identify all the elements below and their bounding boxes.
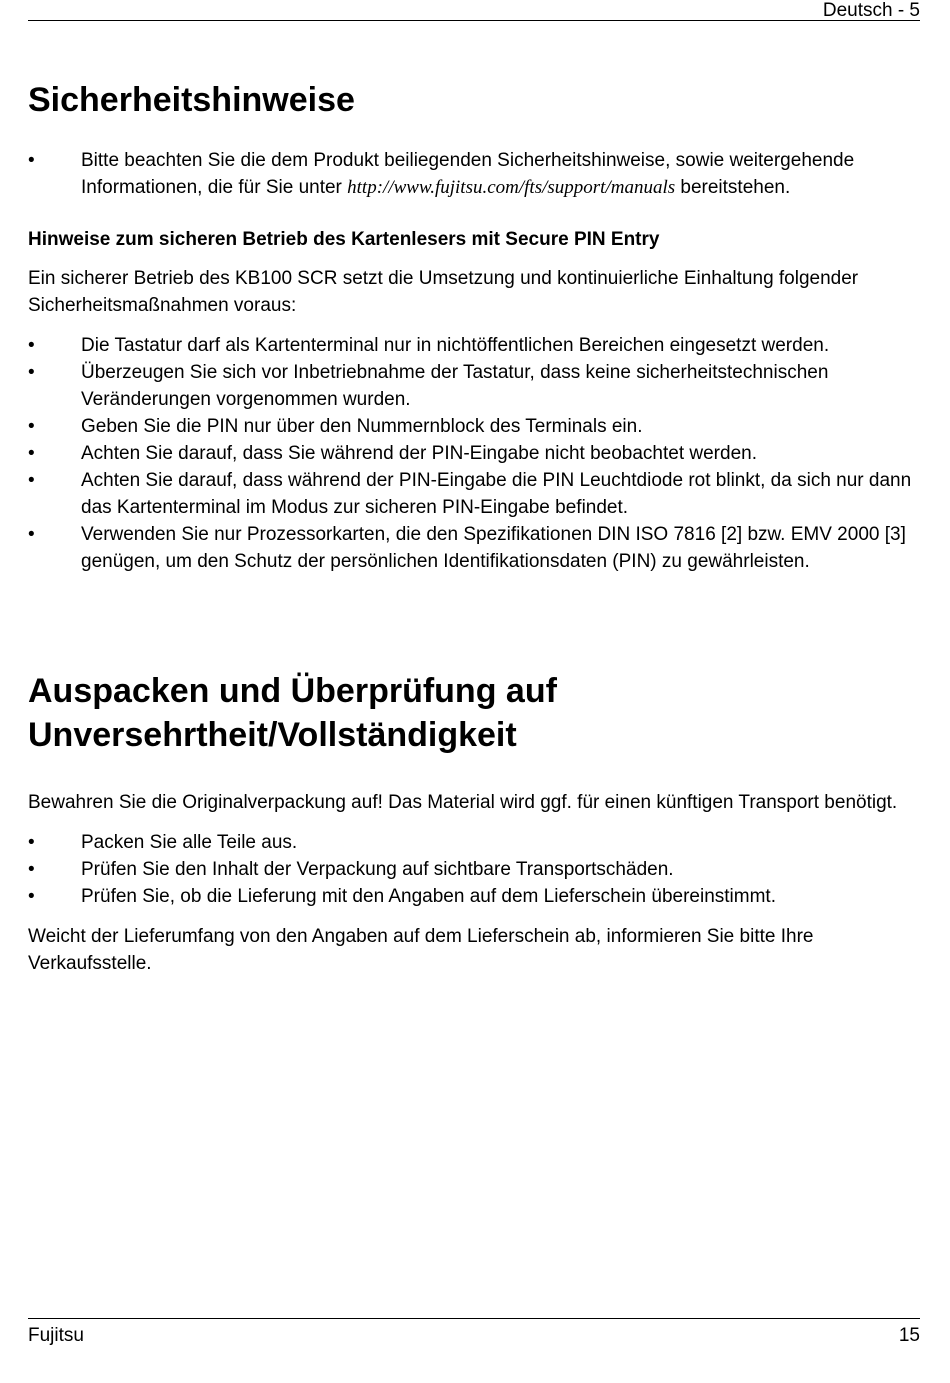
safety-measures-list [28,332,920,575]
page-footer [28,1318,920,1358]
list-item [28,856,920,883]
list-item-text: Überzeugen Sie sich vor Inbetriebnahme der Tastatur, dass keine sicherheitstechnischen Veränderungen vorgenommen wurden. [81,362,829,410]
page-number: 15 [898,1325,920,1346]
bullet-icon: • [28,859,35,880]
section-title-line: Auspacken und Überprüfung auf [28,672,557,710]
section-title-unpacking [28,669,920,757]
bullet-icon: • [28,524,35,545]
list-item [28,147,920,201]
section-title-safety: Sicherheitshinweise [28,81,355,119]
list-item-text: Achten Sie darauf, dass Sie während der PIN-Eingabe nicht beobachtet werden. [81,443,757,464]
bullet-icon: • [28,362,35,383]
subheading-secure-pin: Hinweise zum sicheren Betrieb des Kartenlesers mit Secure PIN Entry [28,229,660,250]
header-language-label: Deutsch - 5 [822,0,920,21]
list-item [28,359,920,413]
bullet-icon: • [28,443,35,464]
section-title-line: Unversehrtheit/Vollständigkeit [28,716,517,754]
list-item-text: Verwenden Sie nur Prozessorkarten, die den Spezifikationen DIN ISO 7816 [2] bzw. EMV 2000 [3] genügen, um den Schutz der persönlichen Identifikationsdaten (PIN) zu gewährleisten. [81,524,906,572]
manuals-link[interactable]: http://www.fujitsu.com/fts/support/manuals [347,177,676,198]
list-item-text: Achten Sie darauf, dass während der PIN-Eingabe die PIN Leuchtdiode rot blinkt, da sich nur dann das Kartenterminal im Modus zur sicheren PIN-Eingabe befindet. [81,470,912,518]
list-item-text: Die Tastatur darf als Kartenterminal nur in nichtöffentlichen Bereichen eingesetzt werden. [81,335,830,356]
list-item [28,467,920,521]
list-item-text: Packen Sie alle Teile aus. [81,832,298,853]
safety-info-list [28,147,920,201]
list-item-text: Prüfen Sie, ob die Lieferung mit den Angaben auf dem Lieferschein übereinstimmt. [81,886,776,907]
bullet-icon: • [28,886,35,907]
page-content [28,78,920,990]
bullet-icon: • [28,150,35,171]
paragraph-contact-retailer: Weicht der Lieferumfang von den Angaben auf dem Lieferschein ab, informieren Sie bitte Ihre Verkaufsstelle. [28,926,814,974]
list-item [28,883,920,910]
bullet-icon: • [28,470,35,491]
list-item [28,332,920,359]
page-header [28,0,920,21]
list-item-text: bereitstehen. [675,177,791,198]
unpacking-steps-list [28,829,920,910]
paragraph-intro: Ein sicherer Betrieb des KB100 SCR setzt die Umsetzung und kontinuierliche Einhaltung folgender Sicherheitsmaßnahmen voraus: [28,268,859,316]
list-item [28,440,920,467]
list-item [28,413,920,440]
list-item-text: Bitte beachten Sie die dem Produkt beiliegenden Sicherheitshinweise, sowie weitergehende Informationen, die für Sie unter [81,150,855,198]
list-item-text: Prüfen Sie den Inhalt der Verpackung auf sichtbare Transportschäden. [81,859,674,880]
list-item [28,829,920,856]
bullet-icon: • [28,832,35,853]
list-item [28,521,920,575]
bullet-icon: • [28,416,35,437]
footer-brand: Fujitsu [28,1325,84,1346]
paragraph-keep-packaging: Bewahren Sie die Originalverpackung auf! Das Material wird ggf. für einen künftigen Transport benötigt. [28,792,898,813]
list-item-text: Geben Sie die PIN nur über den Nummernblock des Terminals ein. [81,416,643,437]
bullet-icon: • [28,335,35,356]
